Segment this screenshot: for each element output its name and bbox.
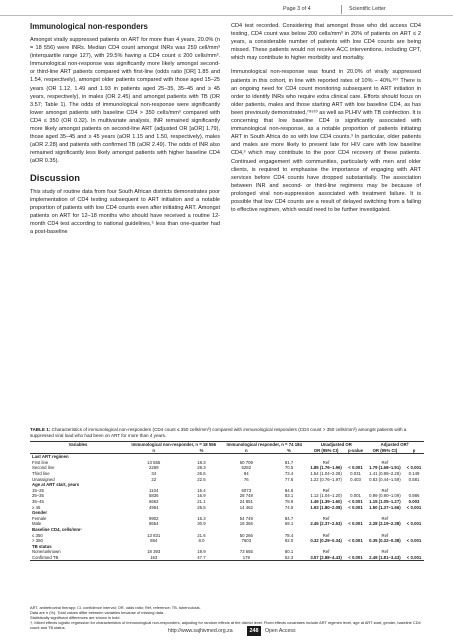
table-cell: 6073 bbox=[241, 487, 252, 493]
column-subheader: n bbox=[126, 448, 181, 454]
table-section-title: Age at ART start, years bbox=[32, 482, 80, 488]
table-cell: < 0.001 bbox=[348, 538, 363, 544]
table-cell: 3.57 (2.88–4.43) bbox=[307, 555, 345, 561]
footnote: †, Mixed effects logistic regression for characteristics of immunological non-responders, adjusting for random effects at the district level. Fixed effects covariates include ART regimen level, age at ART start, gender, baseline CD4 count and TB status. bbox=[30, 620, 421, 630]
table-cell: Ref bbox=[381, 549, 389, 555]
table-cell: 92.0 bbox=[284, 538, 294, 544]
table-cell: 1.50 (1.37–1.66) bbox=[369, 504, 401, 510]
table-row bbox=[30, 555, 424, 561]
table-cell: 50 266 bbox=[239, 532, 253, 538]
table-cell: 0.403 bbox=[350, 476, 361, 482]
table-cell: 25.5 bbox=[197, 504, 206, 510]
table-cell: 78.9 bbox=[284, 498, 294, 504]
table-cell: 54 749 bbox=[239, 515, 253, 521]
table-cell: Ref bbox=[322, 515, 330, 521]
table-row-label: ≥ 45 bbox=[32, 504, 41, 510]
table-row-label: First line bbox=[32, 459, 49, 465]
table-cell: 0.886 bbox=[408, 493, 420, 499]
table-row-label: Unassigned bbox=[32, 476, 55, 482]
header-rule bbox=[0, 15, 453, 16]
table-caption-text: Characteristics of immunological non-responders (CD4 count ≤ 350 cells/mm³) compared with immunological responders (CD4 count > 350 cells/mm³) amongst patients with a suppressed viral load who had been on ART for more than 4 years. bbox=[30, 427, 407, 438]
table-cell: 16.9 bbox=[197, 493, 206, 499]
table-section-title: Baseline CD4, cells/mm³ bbox=[32, 526, 82, 532]
table-cell: 30.9 bbox=[197, 521, 206, 527]
paragraph: Immunological non-response was found in 20.0% of virally suppressed patients in this cohort, in line with reported rates of 10% – 40%.¹⁰⁷ There is an ongoing need for CD4 count monitoring subsequent to ART initiation in order to identify INRs who require extra clinical care. Efforts should focus on older patients, males and those starting ART with low baseline CD4, as has been previously demonstrated,⁷⁸⁹¹⁰ as well as PLHIV with TB coinfection. It is concerning that low baseline CD4 is significantly associated with immunological non-response, as a notable proportion of patients initiating ART in South Africa do so with low CD4 counts.³ In particular, older patients and males are more likely to present late for HIV care with low baseline CD4,³ which may contribute to the poor CD4 recovery of these patients. Continued engagement with communities, particularly with men and older clients, is required to emphasise the importance of engaging with ART services before CD4 counts have dropped substantially. The association between INR and second- or third-line regimens may be because of prolonged viral non-suppression associated with treatment failure. It is possible that low CD4 counts are a result of delayed switching from a failing to effective regimen, which would need to be further investigated. bbox=[231, 69, 421, 214]
table-cell: < 0.001 bbox=[404, 555, 424, 561]
column-subheader: n bbox=[221, 448, 271, 454]
table-row-label: 35–45 bbox=[32, 498, 44, 504]
paragraph: Amongst virally suppressed patients on ART for more than 4 years, 20.0% (n = 18 556) were INRs. Median CD4 count amongst INRs was 259 cell/mm³ (interquartile range 127), with 29.5% having a CD4 count ≤ 200 cells/mm³. Immunological non-response was significantly more likely amongst second- or third-line ART patients compared with first-line (odds ratio [OR] 1.85 and 1.54, respectively), amongst older patients compared with those aged 15–25 years (OR 1.12, 1.49 and 1.93 in patients aged 25–35, 35–45 and ≥ 45 years, respectively), in males (OR 2.45) and amongst patients with TB (OR 3.57; Table 1). The odds of immunological non-response were significantly lower amongst patients with baseline CD4 > 350 cells/mm³ compared with CD4 ≤ 350 (OR 0.32). In multivariate analysis, INR remained significantly more likely amongst patients on second-line ART (adjusted OR [aOR] 1.79), those aged 35–45 and ≥ 45 years (aOR 1.15 and 1.50, respectively), males (aOR 2.28) and patients with confirmed TB (aOR 2.49). The odds of INR also remained significantly less likely amongst patients with higher baseline CD4 (aOR 0.35). bbox=[30, 37, 220, 165]
column-header: Immunological non-responder, n = 18 556 bbox=[126, 442, 221, 448]
table-cell: 15.4 bbox=[197, 487, 206, 493]
column-subheader: OR (95% CI) bbox=[366, 448, 404, 454]
table-caption bbox=[30, 427, 424, 439]
column-subheader: % bbox=[271, 448, 307, 454]
table-cell: 4954 bbox=[148, 504, 159, 510]
table-cell: 84.7 bbox=[284, 515, 294, 521]
table-cell: 28 748 bbox=[239, 493, 253, 499]
results-table bbox=[30, 441, 424, 561]
table-body bbox=[30, 454, 424, 561]
table-cell: 52.3 bbox=[271, 555, 307, 561]
table-row-label: Male bbox=[32, 521, 42, 527]
section-heading-discussion: Discussion bbox=[30, 171, 81, 183]
table-cell: 24 851 bbox=[239, 498, 253, 504]
table-cell: 83.1 bbox=[284, 493, 294, 499]
header-divider bbox=[341, 5, 342, 14]
table-cell: 0.35 (0.32–0.38) bbox=[369, 538, 401, 544]
table-cell: 29.3 bbox=[197, 465, 206, 471]
table-cell: 0.003 bbox=[408, 498, 420, 504]
table-row-label: 25–35 bbox=[32, 493, 44, 499]
table-cell: 1.54 (1.04–2.28) bbox=[310, 470, 342, 476]
table-cell: 60 709 bbox=[239, 459, 253, 465]
table-cell: 6662 bbox=[148, 498, 159, 504]
footnote: Data are n (%). Total values differ between variables because of missing data. bbox=[30, 610, 165, 615]
table-cell: 26.6 bbox=[197, 470, 206, 476]
table-cell: 1.49 (1.39–1.60) bbox=[310, 498, 342, 504]
journal-url-link[interactable]: http://www.sajhivmed.org.za bbox=[168, 628, 233, 634]
table-cell: 8654 bbox=[148, 521, 159, 527]
table-cell: < 0.001 bbox=[406, 521, 422, 527]
table-cell: 5282 bbox=[241, 465, 252, 471]
table-cell: 81.7 bbox=[284, 459, 294, 465]
table-cell: 94 bbox=[243, 470, 249, 476]
table-cell: 1.93 (1.80–2.08) bbox=[310, 504, 342, 510]
table-cell: 1.22 (0.76–1.97) bbox=[310, 476, 342, 482]
table-cell: 69.1 bbox=[284, 521, 294, 527]
table-cell: 15.3 bbox=[197, 515, 206, 521]
table-cell: Ref bbox=[322, 549, 330, 555]
table-cell: < 0.001 bbox=[406, 538, 422, 544]
table-cell: 0.031 bbox=[350, 470, 361, 476]
table-cell: 0.32 (0.29–0.34) bbox=[310, 538, 342, 544]
footnote: ART, antiretroviral therapy; CI, confidence interval; OR, odds ratio; Ref, reference; TB, tuberculosis. bbox=[30, 605, 201, 610]
table-cell: 7603 bbox=[241, 538, 252, 544]
table-caption-label: TABLE 1: bbox=[30, 427, 51, 432]
table-cell: 74.5 bbox=[284, 504, 294, 510]
page-footer bbox=[0, 626, 453, 636]
table-cell: Ref bbox=[322, 487, 330, 493]
right-column bbox=[231, 22, 421, 220]
table-cell: 77.6 bbox=[284, 476, 294, 482]
table-cell: 1.41 (0.88–2.26) bbox=[369, 470, 401, 476]
table-row-label: ≤ 350 bbox=[32, 532, 43, 538]
column-header: Unadjusted OR bbox=[307, 442, 366, 448]
column-header: Adjusted OR† bbox=[366, 442, 424, 448]
table-cell: 2.45 (2.37–2.53) bbox=[310, 521, 342, 527]
table-cell: 80.1 bbox=[284, 549, 294, 555]
table-cell: < 0.001 bbox=[406, 504, 422, 510]
table-cell: 18.3 bbox=[197, 459, 206, 465]
article-type: Scientific Letter bbox=[349, 6, 386, 12]
page-header bbox=[0, 5, 453, 17]
table-cell: 13 831 bbox=[147, 532, 161, 538]
column-subheader: OR (95% CI) bbox=[307, 448, 345, 454]
column-header: Immunological responder, n = 74 184 bbox=[221, 442, 306, 448]
page-indicator: Page 3 of 4 bbox=[283, 6, 311, 12]
table-cell: Ref bbox=[381, 515, 389, 521]
table-cell: 0.149 bbox=[408, 470, 420, 476]
table-cell: 9902 bbox=[148, 515, 159, 521]
column-subheader: % bbox=[181, 448, 221, 454]
table-cell: < 0.001 bbox=[348, 465, 363, 471]
table-cell: 1.85 (1.76–1.96) bbox=[310, 465, 342, 471]
page-number-badge: 248 bbox=[247, 626, 261, 636]
table-cell: 22.5 bbox=[197, 476, 206, 482]
section-heading-inr: Immunological non-responders bbox=[30, 22, 148, 31]
table-cell: 34 bbox=[151, 470, 157, 476]
column-header: Variables bbox=[30, 442, 126, 448]
column-subheader: p-value bbox=[345, 448, 366, 454]
open-access-label: Open Access bbox=[265, 628, 296, 634]
left-column bbox=[30, 22, 220, 242]
table-row-label: Second line bbox=[32, 465, 55, 471]
table-cell: 76 bbox=[243, 476, 249, 482]
table-cell: 22 bbox=[151, 476, 157, 482]
footnote: Statistically significant differences are shown in bold. bbox=[30, 615, 121, 620]
table-cell: 0.99 (0.90–1.09) bbox=[369, 493, 401, 499]
table-cell: 163 bbox=[126, 555, 181, 561]
table-section-title: Last ART regimen bbox=[32, 454, 69, 460]
table-cell: 0.581 bbox=[408, 476, 420, 482]
table-cell: 19 365 bbox=[239, 521, 253, 527]
table-cell: Ref bbox=[381, 459, 389, 465]
table-cell: 179 bbox=[221, 555, 271, 561]
table-row-label: 15–25 bbox=[32, 487, 44, 493]
table-cell: < 0.001 bbox=[345, 555, 366, 561]
table-section-title: TB status bbox=[32, 543, 52, 549]
table-cell: 0.001 bbox=[350, 493, 361, 499]
table-row-label: Female bbox=[32, 515, 47, 521]
table-cell: 2.28 (2.19–2.38) bbox=[369, 521, 401, 527]
table-cell: 78.4 bbox=[284, 532, 294, 538]
table-row-label: Third line bbox=[32, 470, 50, 476]
table-cell: 73 655 bbox=[239, 549, 253, 555]
table-row-label: Confirmed TB bbox=[30, 555, 126, 561]
table-cell: 1.15 (1.05–1.27) bbox=[369, 498, 401, 504]
table-cell: 21.6 bbox=[197, 532, 206, 538]
table-cell: 0.83 (0.44–1.59) bbox=[369, 476, 401, 482]
table-cell: < 0.001 bbox=[348, 504, 363, 510]
table-cell: < 0.001 bbox=[348, 498, 363, 504]
paragraph: This study of routine data from four South African districts demonstrates poor implementation of CD4 testing subsequent to ART initiation and a notable proportion of patients with low CD4 counts even after initiating ART. Amongst patients on ART for 12–18 months who should have received a routine 12-month CD4 test according to national guidelines,⁵ less than one-quarter had a post-baseline bbox=[30, 188, 220, 235]
table-cell: 73.4 bbox=[284, 470, 294, 476]
table-cell: Ref bbox=[322, 532, 330, 538]
table-cell: Ref bbox=[381, 532, 389, 538]
table-cell: 47.7 bbox=[181, 555, 221, 561]
table-cell: 1.12 (1.04–1.20) bbox=[310, 493, 342, 499]
table-row-label: None/unknown bbox=[32, 549, 61, 555]
table-cell: 14 462 bbox=[239, 504, 253, 510]
table-cell: < 0.001 bbox=[406, 465, 422, 471]
table-cell: 1104 bbox=[149, 487, 159, 493]
table-cell: < 0.001 bbox=[348, 521, 363, 527]
table-cell: 1.79 (1.68–1.91) bbox=[369, 465, 401, 471]
table-cell: 84.6 bbox=[284, 487, 294, 493]
table-cell: 8.0 bbox=[198, 538, 205, 544]
paragraph: CD4 test recorded. Considering that amongst those who did access CD4 testing, CD4 count was below 200 cells/mm³ in 20% of patients on ART ≤ 2 years, a considerable number of patients with low CD4 counts are being missed. These patients would not receive ACC interventions, including CPT, which may contribute to higher morbidity and mortality. bbox=[231, 23, 421, 62]
table-section-title: Gender bbox=[32, 510, 48, 516]
table-cell: 884 bbox=[150, 538, 158, 544]
table-cell: Ref bbox=[381, 487, 389, 493]
table-row-label: > 350 bbox=[32, 538, 43, 544]
table-cell: 70.5 bbox=[284, 465, 294, 471]
table-cell: 13 555 bbox=[147, 459, 161, 465]
table-cell: 18 393 bbox=[147, 549, 161, 555]
column-subheader: p bbox=[404, 448, 424, 454]
table-cell: 2.49 (1.81–3.43) bbox=[366, 555, 404, 561]
table-cell: 5836 bbox=[148, 493, 159, 499]
table-cell: 19.9 bbox=[197, 549, 206, 555]
table-cell: 2269 bbox=[148, 465, 159, 471]
table-cell: 21.1 bbox=[197, 498, 206, 504]
table-cell: Ref bbox=[322, 459, 330, 465]
